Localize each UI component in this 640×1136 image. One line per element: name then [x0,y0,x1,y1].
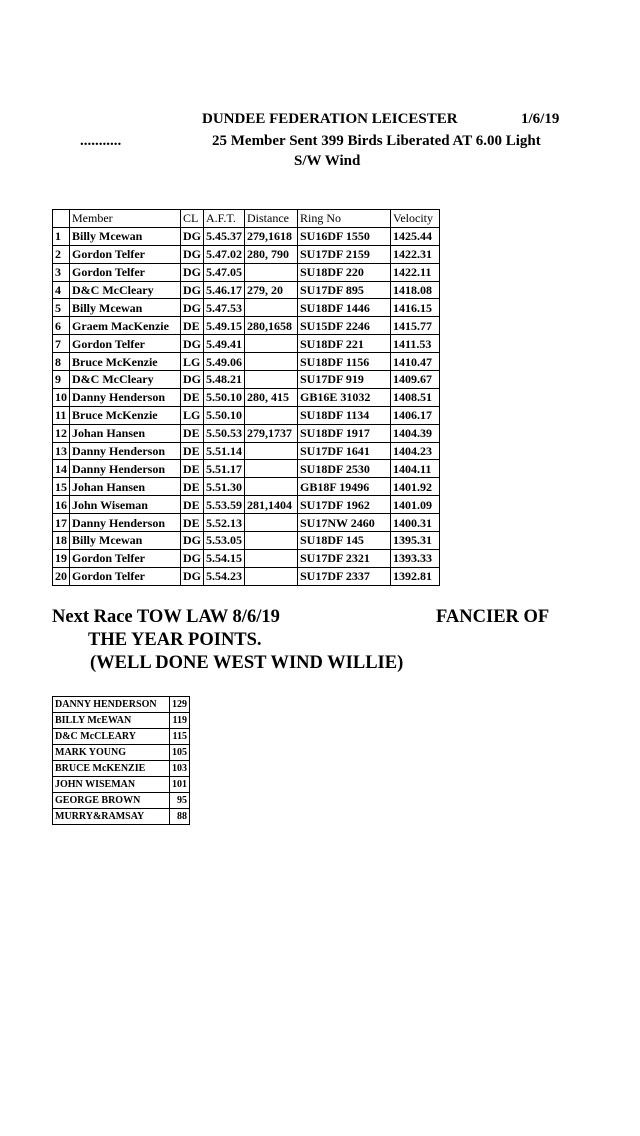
cell-ring: SU17DF 2337 [298,567,391,585]
cell-cl: DE [181,460,204,478]
cell-distance [245,353,298,371]
cell-velocity: 1401.92 [391,478,440,496]
cell-member: Johan Hansen [70,424,181,442]
cell-cl: DG [181,281,204,299]
cell-no: 6 [53,317,70,335]
table-row [53,532,440,550]
race-title: DUNDEE FEDERATION LEICESTER [202,111,458,127]
cell-velocity: 1422.11 [391,263,440,281]
cell-no: 3 [53,263,70,281]
points-name: D&C McCLEARY [53,729,170,745]
cell-cl: DE [181,317,204,335]
cell-no: 5 [53,299,70,317]
cell-member: Danny Henderson [70,460,181,478]
cell-no: 14 [53,460,70,478]
cell-member: Danny Henderson [70,388,181,406]
cell-cl: DE [181,424,204,442]
table-row [53,424,440,442]
table-row [53,549,440,567]
cell-no: 4 [53,281,70,299]
points-row [53,713,190,729]
fancier-title-text: FANCIER OF [436,607,550,627]
cell-distance [245,371,298,389]
table-row [53,281,440,299]
cell-velocity: 1408.51 [391,388,440,406]
table-row [53,406,440,424]
results-header-row [53,210,440,228]
cell-cl: DG [181,549,204,567]
cell-distance [245,406,298,424]
table-row [53,245,440,263]
cell-ring: SU17DF 2321 [298,549,391,567]
cell-member: Billy Mcewan [70,227,181,245]
header-velocity: Velocity [391,210,440,228]
cell-no: 20 [53,567,70,585]
points-name: GEORGE BROWN [53,793,170,809]
points-name: MURRY&RAMSAY [53,809,170,825]
table-row [53,442,440,460]
points-value: 101 [170,777,190,793]
cell-cl: DE [181,442,204,460]
cell-aft: 5.53.05 [204,532,245,550]
cell-member: Gordon Telfer [70,245,181,263]
cell-cl: LG [181,406,204,424]
cell-aft: 5.49.15 [204,317,245,335]
table-row [53,478,440,496]
cell-member: Graem MacKenzie [70,317,181,335]
header-aft: A.F.T. [204,210,245,228]
cell-ring: SU18DF 1446 [298,299,391,317]
cell-member: Bruce McKenzie [70,353,181,371]
cell-no: 11 [53,406,70,424]
cell-velocity: 1404.23 [391,442,440,460]
table-row [53,353,440,371]
cell-cl: DE [181,496,204,514]
cell-ring: SU18DF 1134 [298,406,391,424]
cell-no: 8 [53,353,70,371]
cell-cl: LG [181,353,204,371]
cell-aft: 5.47.05 [204,263,245,281]
cell-ring: SU18DF 145 [298,532,391,550]
cell-aft: 5.53.59 [204,496,245,514]
table-row [53,496,440,514]
cell-velocity: 1406.17 [391,406,440,424]
cell-no: 19 [53,549,70,567]
cell-no: 1 [53,227,70,245]
header-cl: CL [181,210,204,228]
cell-aft: 5.48.21 [204,371,245,389]
cell-aft: 5.46.17 [204,281,245,299]
header-ring: Ring No [298,210,391,228]
points-value: 95 [170,793,190,809]
cell-velocity: 1422.31 [391,245,440,263]
cell-no: 2 [53,245,70,263]
header-member: Member [70,210,181,228]
header-no [53,210,70,228]
cell-distance [245,478,298,496]
points-row [53,697,190,713]
points-value: 105 [170,745,190,761]
cell-member: Gordon Telfer [70,567,181,585]
cell-aft: 5.50.53 [204,424,245,442]
points-row [53,729,190,745]
cell-cl: DG [181,263,204,281]
next-race-text: Next Race TOW LAW 8/6/19 [52,607,280,627]
results-table [52,209,440,586]
cell-distance: 279,1737 [245,424,298,442]
cell-member: Bruce McKenzie [70,406,181,424]
well-done-text: (WELL DONE WEST WIND WILLIE) [90,653,404,673]
points-name: DANNY HENDERSON [53,697,170,713]
cell-ring: SU17DF 1641 [298,442,391,460]
cell-distance [245,567,298,585]
points-value: 129 [170,697,190,713]
cell-no: 16 [53,496,70,514]
table-row [53,460,440,478]
cell-velocity: 1393.33 [391,549,440,567]
cell-distance: 279, 20 [245,281,298,299]
table-row [53,371,440,389]
cell-distance: 280,1658 [245,317,298,335]
cell-velocity: 1418.08 [391,281,440,299]
cell-velocity: 1409.67 [391,371,440,389]
cell-ring: SU18DF 2530 [298,460,391,478]
cell-cl: DG [181,227,204,245]
dots-text: ........... [80,133,122,149]
points-value: 88 [170,809,190,825]
points-value: 103 [170,761,190,777]
cell-distance [245,335,298,353]
points-row [53,793,190,809]
cell-aft: 5.51.14 [204,442,245,460]
cell-distance [245,442,298,460]
cell-cl: DG [181,567,204,585]
cell-distance [245,299,298,317]
race-summary: 25 Member Sent 399 Birds Liberated AT 6.00 Light [212,133,541,149]
points-name: BILLY McEWAN [53,713,170,729]
points-table [52,696,190,825]
cell-cl: DG [181,245,204,263]
cell-velocity: 1404.39 [391,424,440,442]
cell-member: D&C McCleary [70,281,181,299]
cell-distance [245,549,298,567]
cell-distance: 280, 415 [245,388,298,406]
cell-aft: 5.54.15 [204,549,245,567]
cell-aft: 5.45.37 [204,227,245,245]
cell-velocity: 1410.47 [391,353,440,371]
wind-text: S/W Wind [294,153,361,169]
cell-aft: 5.49.41 [204,335,245,353]
cell-distance: 280, 790 [245,245,298,263]
cell-velocity: 1415.77 [391,317,440,335]
table-row [53,567,440,585]
cell-ring: SU18DF 1156 [298,353,391,371]
cell-ring: SU18DF 1917 [298,424,391,442]
cell-distance [245,532,298,550]
cell-aft: 5.51.17 [204,460,245,478]
cell-velocity: 1404.11 [391,460,440,478]
cell-distance [245,263,298,281]
cell-member: Danny Henderson [70,442,181,460]
points-name: MARK YOUNG [53,745,170,761]
cell-cl: DG [181,371,204,389]
cell-cl: DG [181,299,204,317]
cell-aft: 5.51.30 [204,478,245,496]
cell-no: 17 [53,514,70,532]
table-row [53,299,440,317]
cell-velocity: 1425.44 [391,227,440,245]
cell-cl: DG [181,532,204,550]
cell-member: Billy Mcewan [70,532,181,550]
points-name: BRUCE McKENZIE [53,761,170,777]
cell-distance: 279,1618 [245,227,298,245]
table-row [53,514,440,532]
cell-member: Gordon Telfer [70,335,181,353]
cell-ring: SU17DF 895 [298,281,391,299]
points-value: 119 [170,713,190,729]
header-distance: Distance [245,210,298,228]
points-row [53,761,190,777]
cell-cl: DE [181,514,204,532]
cell-distance [245,514,298,532]
cell-member: Gordon Telfer [70,549,181,567]
cell-aft: 5.50.10 [204,388,245,406]
cell-member: D&C McCleary [70,371,181,389]
cell-no: 13 [53,442,70,460]
cell-member: Johan Hansen [70,478,181,496]
cell-aft: 5.47.02 [204,245,245,263]
table-row [53,388,440,406]
cell-member: Danny Henderson [70,514,181,532]
cell-no: 7 [53,335,70,353]
cell-ring: SU16DF 1550 [298,227,391,245]
cell-velocity: 1416.15 [391,299,440,317]
cell-ring: GB16E 31032 [298,388,391,406]
cell-velocity: 1395.31 [391,532,440,550]
table-row [53,263,440,281]
cell-cl: DE [181,478,204,496]
cell-ring: SU17DF 919 [298,371,391,389]
cell-no: 18 [53,532,70,550]
cell-velocity: 1411.53 [391,335,440,353]
cell-member: Gordon Telfer [70,263,181,281]
table-row [53,335,440,353]
cell-ring: SU17DF 2159 [298,245,391,263]
cell-velocity: 1392.81 [391,567,440,585]
table-row [53,317,440,335]
cell-no: 15 [53,478,70,496]
cell-member: John Wiseman [70,496,181,514]
cell-ring: GB18F 19496 [298,478,391,496]
cell-velocity: 1401.09 [391,496,440,514]
points-row [53,745,190,761]
cell-distance [245,460,298,478]
cell-cl: DG [181,335,204,353]
cell-cl: DE [181,388,204,406]
cell-velocity: 1400.31 [391,514,440,532]
race-date: 1/6/19 [521,111,560,127]
cell-member: Billy Mcewan [70,299,181,317]
cell-aft: 5.52.13 [204,514,245,532]
cell-ring: SU17DF 1962 [298,496,391,514]
cell-aft: 5.54.23 [204,567,245,585]
year-points-text: THE YEAR POINTS. [88,630,262,650]
cell-aft: 5.49.06 [204,353,245,371]
cell-no: 12 [53,424,70,442]
cell-no: 9 [53,371,70,389]
points-name: JOHN WISEMAN [53,777,170,793]
cell-ring: SU18DF 220 [298,263,391,281]
cell-ring: SU17NW 2460 [298,514,391,532]
cell-no: 10 [53,388,70,406]
points-row [53,809,190,825]
cell-ring: SU18DF 221 [298,335,391,353]
cell-distance: 281,1404 [245,496,298,514]
cell-aft: 5.50.10 [204,406,245,424]
table-row [53,227,440,245]
cell-ring: SU15DF 2246 [298,317,391,335]
cell-aft: 5.47.53 [204,299,245,317]
points-row [53,777,190,793]
points-value: 115 [170,729,190,745]
